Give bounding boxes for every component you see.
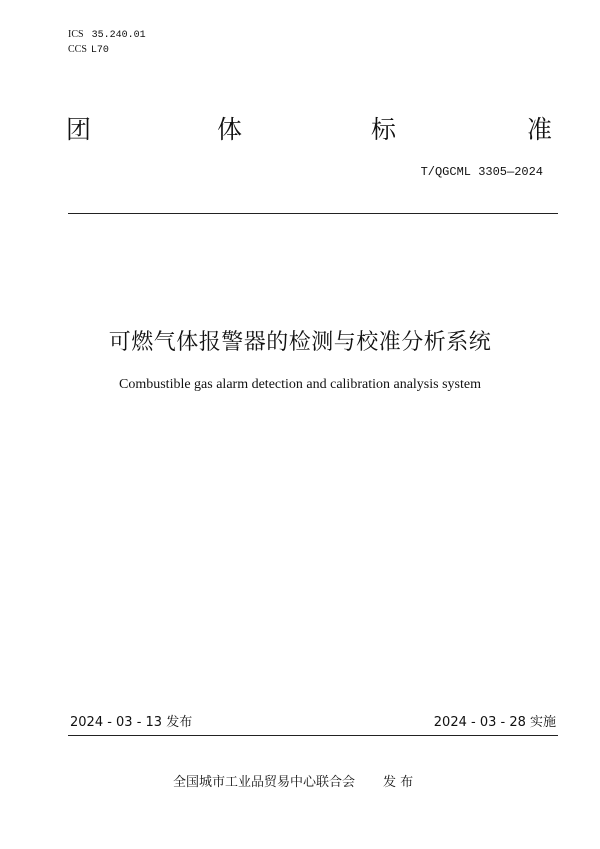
ics-value: 35.240.01 (91, 30, 146, 41)
document-title-cn: 可燃气体报警器的检测与校准分析系统 (108, 330, 492, 355)
implementation-date: 2024 - 03 - 28 实施 (433, 715, 556, 730)
publisher-line (173, 774, 413, 792)
standard-type-char: 准 (527, 115, 553, 144)
bottom-divider (68, 735, 558, 736)
issue-date: 2024 - 03 - 13 发布 (70, 715, 193, 730)
ccs-label: CCS (68, 44, 87, 55)
ics-code (68, 29, 146, 42)
document-title-en: Combustible gas alarm detection and calibration analysis system (119, 377, 481, 392)
standard-number: T/QGCML 3305—2024 (420, 165, 543, 179)
ics-label: ICS (68, 29, 84, 40)
standard-type-char: 体 (217, 115, 243, 144)
standard-type-heading (0, 115, 600, 149)
publisher-name: 全国城市工业品贸易中心联合会 (173, 775, 356, 790)
standard-type-char: 标 (371, 115, 397, 144)
ccs-value: L70 (90, 45, 109, 56)
standard-type-char: 团 (66, 115, 92, 144)
publish-label: 发 布 (383, 775, 414, 790)
top-divider (68, 213, 558, 214)
ccs-code (68, 44, 109, 57)
